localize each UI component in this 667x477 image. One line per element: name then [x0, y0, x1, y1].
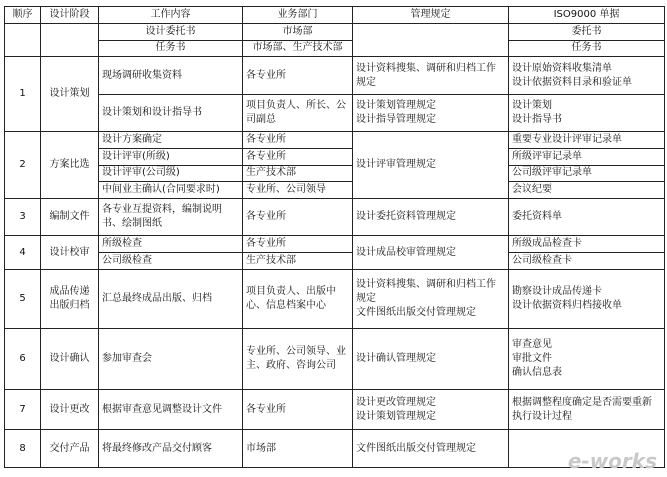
cell-order: 8 — [5, 430, 41, 468]
table-row — [5, 57, 665, 95]
cell-work: 任务书 — [99, 40, 243, 57]
cell-dept: 各专业所 — [243, 57, 353, 95]
cell-stage: 编制文件 — [41, 198, 99, 236]
table-row — [5, 149, 665, 166]
cell-dept: 市场部 — [243, 24, 353, 41]
cell-doc: 重要专业设计评审记录单 — [509, 132, 665, 149]
cell-dept: 项目负责人、出版中心、信息档案中心 — [243, 269, 353, 329]
design-process-table — [4, 6, 665, 468]
cell-dept: 各专业所 — [243, 390, 353, 430]
table-row — [5, 269, 665, 329]
table-row — [5, 24, 665, 41]
cell-regulation: 设计确认管理规定 — [353, 329, 509, 390]
header-row — [5, 7, 665, 24]
cell-dept: 专业所、公司领导、业主、政府、咨询公司 — [243, 329, 353, 390]
cell-stage: 方案比选 — [41, 132, 99, 198]
doc-text: 设计原始资料收集清单 设计依据资料目录和验证单 — [512, 62, 632, 88]
header-work: 工作内容 — [99, 7, 243, 24]
cell-order: 4 — [5, 236, 41, 269]
cell-work: 设计评审(所级) — [99, 149, 243, 166]
table-row — [5, 132, 665, 149]
cell-work: 现场调研收集资料 — [99, 57, 243, 95]
stage-text: 成品传递 出版归档 — [49, 286, 90, 312]
cell-stage: 设计校审 — [41, 236, 99, 269]
cell-empty-num — [5, 24, 41, 57]
cell-regulation — [353, 94, 509, 132]
cell-work: 根据审查意见调整设计文件 — [99, 390, 243, 430]
header-iso-doc: ISO9000 单据 — [509, 7, 665, 24]
doc-text: 设计策划 设计指导书 — [512, 100, 562, 126]
cell-regulation: 设计评审管理规定 — [353, 132, 509, 198]
cell-work: 各专业互提资料，编制说明书、绘制图纸 — [99, 198, 243, 236]
cell-regulation — [353, 57, 509, 95]
cell-regulation: 文件图纸出版交付管理规定 — [353, 430, 509, 468]
regulation-text: 设计更改管理规定 设计策划管理规定 — [356, 396, 436, 422]
cell-work: 参加审查会 — [99, 329, 243, 390]
cell-dept: 各专业所 — [243, 132, 353, 149]
cell-dept: 市场部、生产技术部 — [243, 40, 353, 57]
cell-order: 1 — [5, 57, 41, 132]
header-dept: 业务部门 — [243, 7, 353, 24]
cell-doc: 公司级评审记录单 — [509, 165, 665, 182]
cell-work: 设计委托书 — [99, 24, 243, 41]
cell-doc — [509, 329, 665, 390]
cell-stage: 设计确认 — [41, 329, 99, 390]
cell-work: 设计评审(公司级) — [99, 165, 243, 182]
table-row — [5, 430, 665, 468]
cell-doc: 任务书 — [509, 40, 665, 57]
cell-doc: 所级评审记录单 — [509, 149, 665, 166]
cell-regulation — [353, 269, 509, 329]
cell-doc: 公司级检查卡 — [509, 253, 665, 270]
table-row — [5, 165, 665, 182]
cell-dept: 市场部 — [243, 430, 353, 468]
cell-regulation — [353, 390, 509, 430]
table-row — [5, 390, 665, 430]
cell-doc — [509, 94, 665, 132]
cell-doc: 会议纪要 — [509, 182, 665, 199]
regulation-text: 设计资料搜集、调研和归档工作规定 文件图纸出版交付管理规定 — [356, 279, 496, 319]
cell-doc: 委托资料单 — [509, 198, 665, 236]
table-row — [5, 253, 665, 270]
cell-stage: 交付产品 — [41, 430, 99, 468]
cell-dept: 各专业所 — [243, 198, 353, 236]
cell-work: 设计方案确定 — [99, 132, 243, 149]
cell-doc — [509, 269, 665, 329]
cell-dept: 生产技术部 — [243, 165, 353, 182]
cell-empty-reg — [353, 24, 509, 57]
cell-work: 中间业主确认(合同要求时) — [99, 182, 243, 199]
cell-doc: 根据调整程度确定是否需要重新执行设计过程 — [509, 390, 665, 430]
table-row — [5, 182, 665, 199]
cell-order: 2 — [5, 132, 41, 198]
doc-text: 审查意见 审批文件 确认信息表 — [512, 339, 562, 379]
cell-work: 将最终修改产品交付顾客 — [99, 430, 243, 468]
cell-order: 5 — [5, 269, 41, 329]
watermark-logo: e-works — [567, 449, 657, 473]
cell-doc — [509, 57, 665, 95]
cell-dept: 各专业所 — [243, 236, 353, 253]
cell-dept: 生产技术部 — [243, 253, 353, 270]
header-regulation: 管理规定 — [353, 7, 509, 24]
cell-regulation: 设计委托资料管理规定 — [353, 198, 509, 236]
cell-stage — [41, 269, 99, 329]
cell-doc: 委托书 — [509, 24, 665, 41]
cell-dept: 各专业所 — [243, 149, 353, 166]
regulation-text: 设计策划管理规定 设计指导管理规定 — [356, 100, 436, 126]
cell-empty-stage — [41, 24, 99, 57]
table-row — [5, 40, 665, 57]
cell-regulation: 设计成品校审管理规定 — [353, 236, 509, 269]
header-order: 顺序 — [5, 7, 41, 24]
cell-doc: 所级成品检查卡 — [509, 236, 665, 253]
cell-stage: 设计更改 — [41, 390, 99, 430]
cell-order: 7 — [5, 390, 41, 430]
cell-work: 汇总最终成品出版、归档 — [99, 269, 243, 329]
cell-order: 6 — [5, 329, 41, 390]
cell-work: 设计策划和设计指导书 — [99, 94, 243, 132]
table-row — [5, 329, 665, 390]
cell-dept: 专业所、公司领导 — [243, 182, 353, 199]
table-row — [5, 236, 665, 253]
cell-dept: 项目负责人、所长、公司副总 — [243, 94, 353, 132]
cell-work: 所级检查 — [99, 236, 243, 253]
cell-work: 公司级检查 — [99, 253, 243, 270]
cell-order: 3 — [5, 198, 41, 236]
cell-stage: 设计策划 — [41, 57, 99, 132]
doc-text: 勘察设计成品传递卡 设计依据资料归档接收单 — [512, 286, 622, 312]
regulation-text: 设计资料搜集、调研和归档工作规定 — [356, 62, 496, 88]
header-stage: 设计阶段 — [41, 7, 99, 24]
table-row — [5, 94, 665, 132]
table-row — [5, 198, 665, 236]
